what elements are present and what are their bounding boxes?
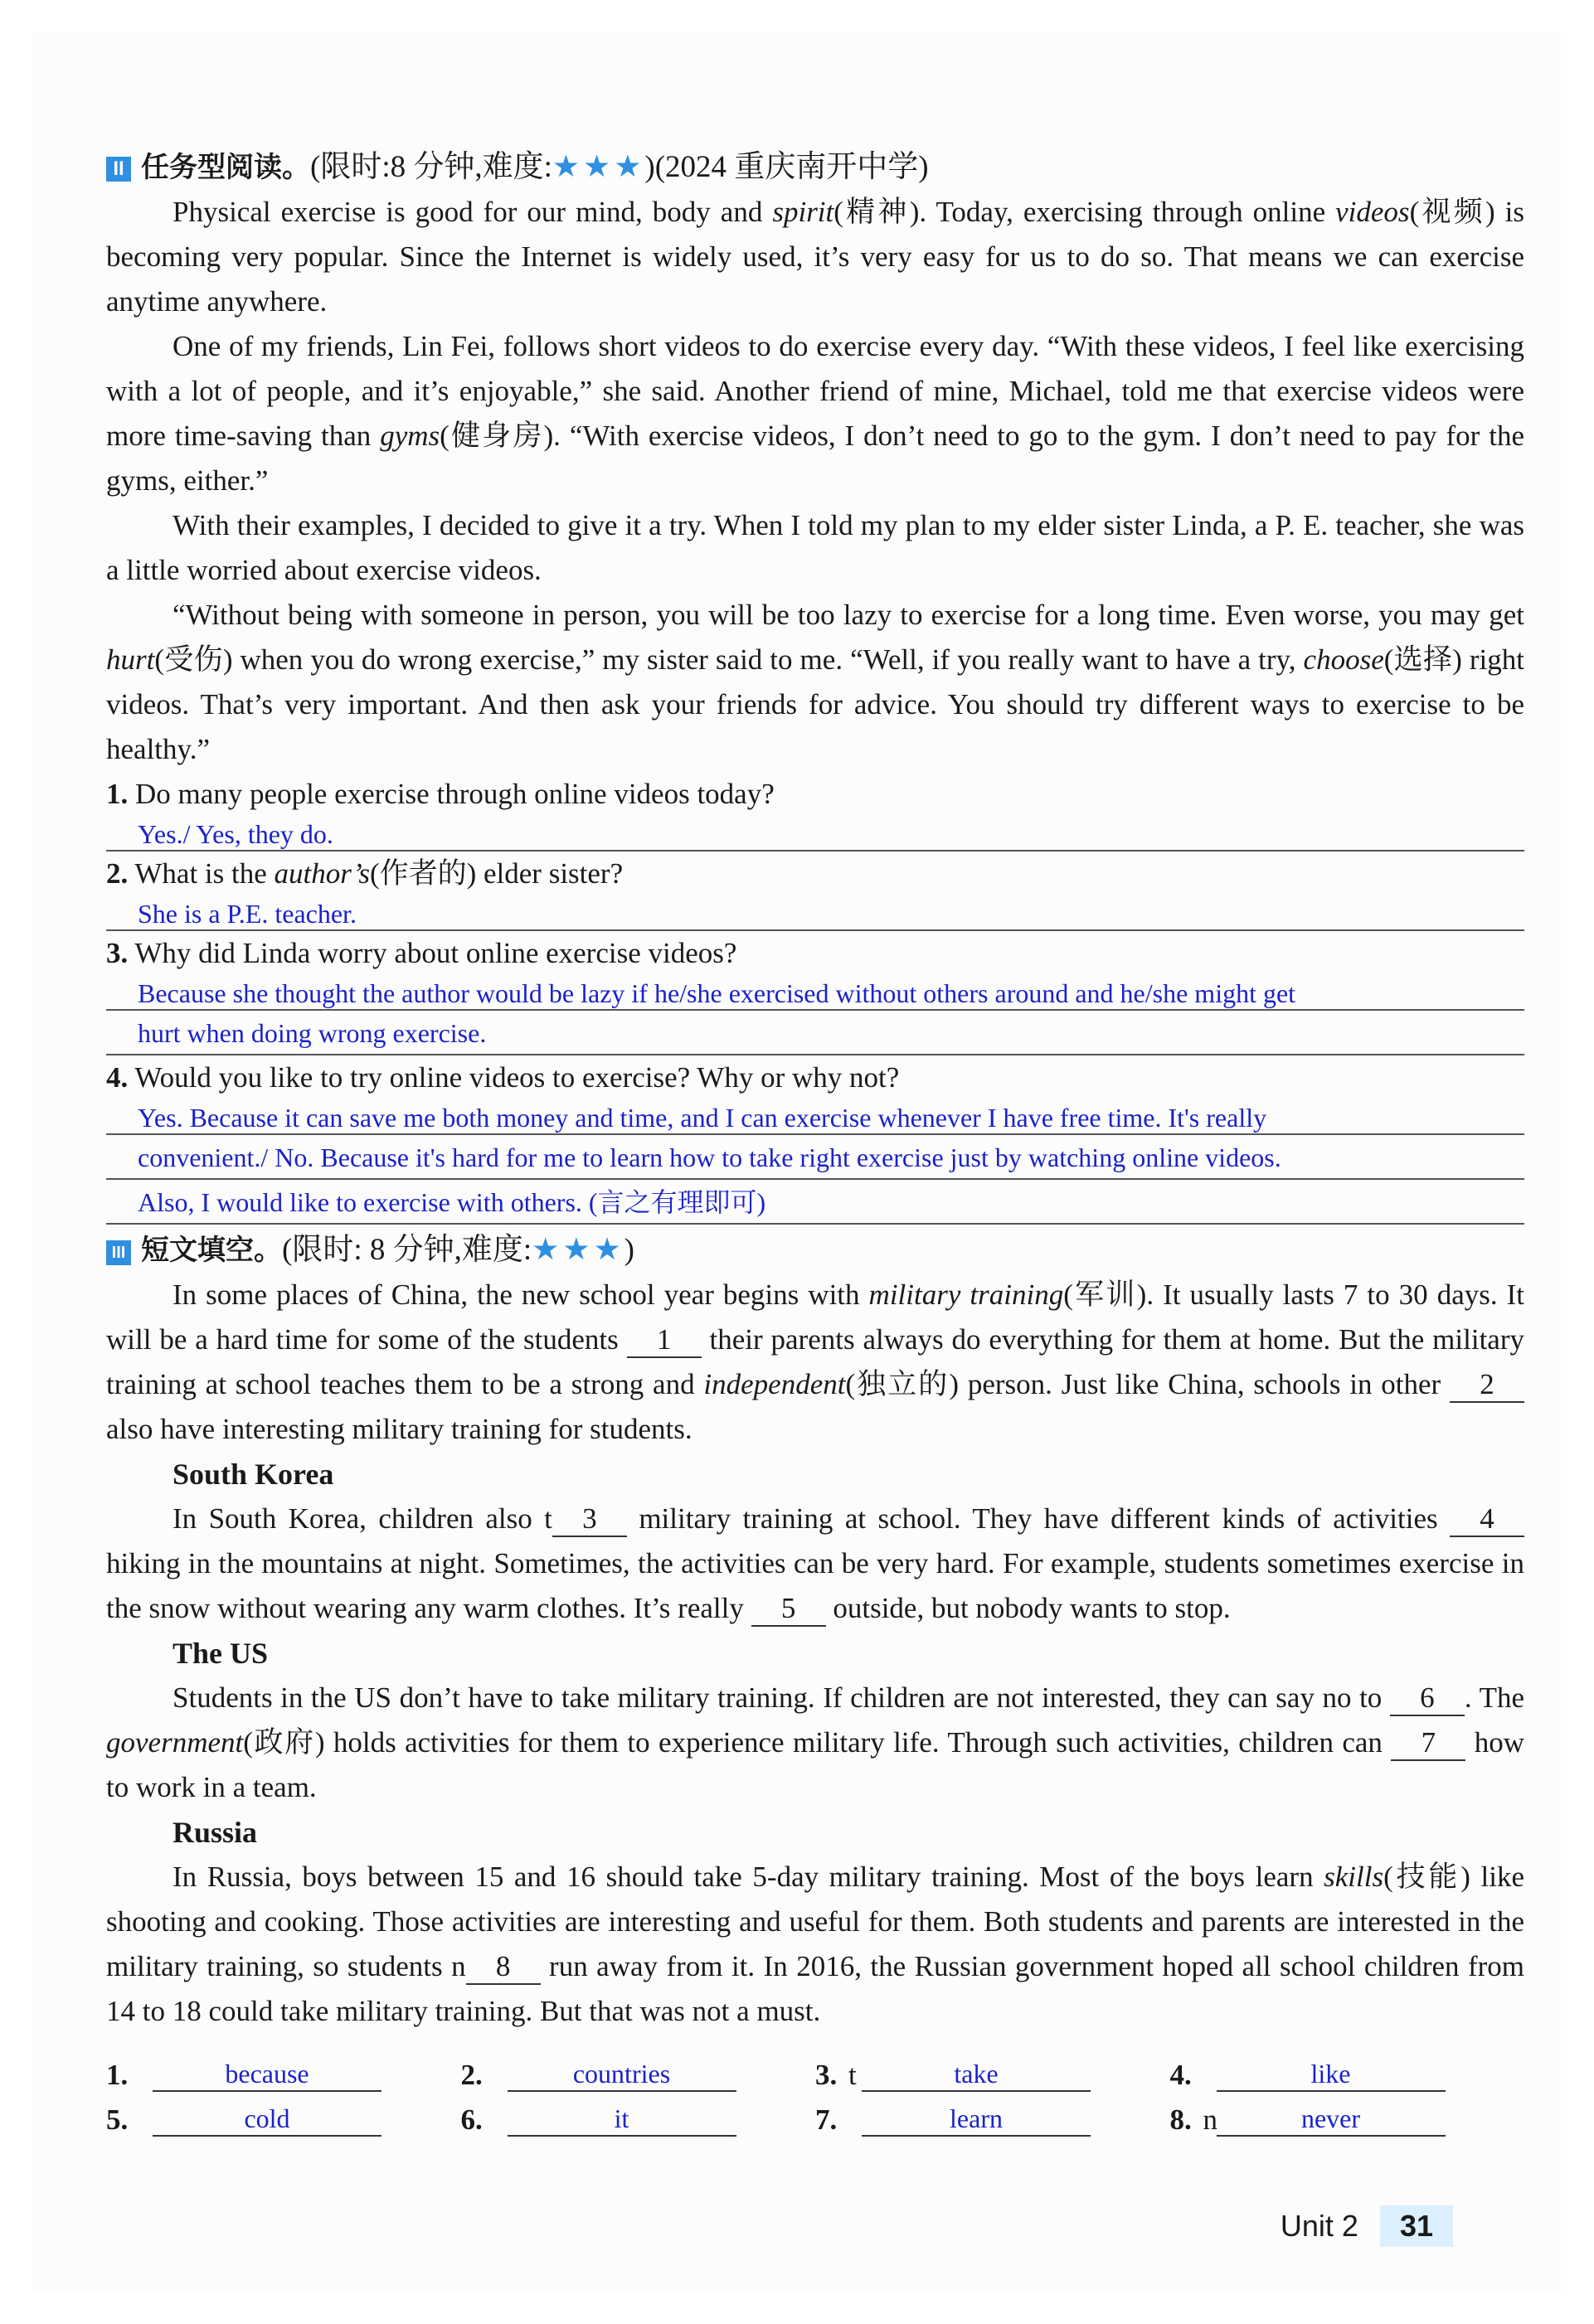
blank-5[interactable]: 5	[751, 1592, 826, 1627]
blank-4[interactable]: 4	[1450, 1502, 1524, 1537]
italic-word: skills	[1324, 1861, 1384, 1893]
passage3-paragraph-4	[106, 1855, 1524, 2034]
answer-line[interactable]: Because she thought the author would be lazy if he/she exercised without others around and he/she might get	[106, 976, 1524, 1011]
difficulty-stars: ★★★	[532, 1233, 624, 1267]
question-text: What is the	[134, 857, 275, 890]
answer-line[interactable]: Yes. Because it can save me both money and time, and I can exercise whenever I have free time. It's really	[106, 1100, 1524, 1135]
question-text: Would you like to try online videos to exercise? Why or why not?	[134, 1061, 900, 1094]
section-3-badge: III	[106, 1240, 131, 1265]
section-3-meta-suffix: )	[624, 1233, 634, 1267]
italic-word: videos	[1335, 196, 1410, 228]
answer-line[interactable]: She is a P.E. teacher.	[106, 896, 1524, 931]
text: run away from it. In 2016, the Russian government hoped all school children from 14 to 18 could take military training. But that was not a must.	[106, 1950, 1524, 2027]
italic-word: military training	[868, 1278, 1064, 1311]
answer-blank[interactable]: like	[1217, 2057, 1446, 2092]
text: outside, but nobody wants to stop.	[825, 1592, 1231, 1624]
answer-number: 4.	[1169, 2059, 1192, 2091]
subheading-russia: Russia	[173, 1816, 258, 1849]
text: (政府) holds activities for them to experience military life. Through such activities, children can	[243, 1726, 1392, 1759]
answer-number: 3.	[815, 2059, 838, 2091]
section-2-meta-prefix: (限时:8 分钟,难度:	[310, 150, 552, 184]
page	[33, 33, 1561, 2291]
question-number: 4.	[106, 1061, 129, 1094]
passage3-paragraph-2	[106, 1497, 1524, 1631]
italic-word: author’s	[274, 857, 370, 890]
italic-word: spirit	[772, 196, 834, 228]
answer-number: 1.	[106, 2059, 129, 2091]
answer-number: 7.	[815, 2103, 838, 2136]
answer-number: 5.	[106, 2103, 129, 2136]
blank-7[interactable]: 7	[1391, 1726, 1465, 1761]
page-footer	[1281, 2205, 1453, 2247]
question-1	[106, 772, 1524, 851]
section-3-title: 短文填空。	[141, 1234, 282, 1267]
passage3-paragraph-3	[106, 1676, 1524, 1810]
blank-2[interactable]: 2	[1450, 1368, 1524, 1403]
passage2-paragraph-3	[106, 503, 1524, 593]
fill-answers	[106, 2047, 1524, 2137]
difficulty-stars: ★★★	[552, 150, 645, 184]
unit-label: Unit 2	[1280, 2209, 1358, 2243]
fill-answer-2	[461, 2047, 816, 2092]
answer-blank[interactable]: it	[508, 2102, 736, 2137]
question-number: 1.	[106, 778, 129, 810]
passage2-paragraph-1	[106, 190, 1524, 324]
fill-answer-5	[106, 2092, 461, 2137]
italic-word: gyms	[380, 420, 440, 452]
question-text: Do many people exercise through online videos today?	[135, 778, 775, 810]
answer-number: 6.	[460, 2103, 483, 2136]
answer-row	[106, 2047, 1524, 2092]
content	[106, 145, 1524, 2137]
answer-line[interactable]: Yes./ Yes, they do.	[106, 817, 1524, 851]
blank-1[interactable]: 1	[627, 1323, 702, 1358]
passage3-paragraph-1	[106, 1273, 1524, 1452]
question-2	[106, 851, 1524, 931]
text: (受伤) when you do wrong exercise,” my sister said to me. “Well, if you really want to have a try,	[154, 643, 1304, 676]
section-2-title: 任务型阅读。	[141, 151, 310, 184]
question-3	[106, 931, 1524, 1055]
italic-word: independent	[703, 1368, 846, 1400]
italic-word: hurt	[106, 643, 155, 676]
answer-prefix: t	[848, 2059, 857, 2091]
subheading-south-korea: South Korea	[173, 1458, 334, 1491]
text: In South Korea, children also t	[173, 1502, 552, 1535]
fill-answer-7	[815, 2092, 1170, 2137]
fill-answer-4	[1170, 2047, 1525, 2092]
text: In Russia, boys between 15 and 16 should take 5-day military training. Most of the boys learn	[173, 1861, 1324, 1893]
italic-word: government	[106, 1726, 244, 1759]
answer-row	[106, 2092, 1524, 2137]
answer-line[interactable]: hurt when doing wrong exercise.	[106, 1011, 1524, 1055]
question-text: (作者的) elder sister?	[369, 857, 624, 890]
subheading-the-us: The US	[173, 1637, 269, 1670]
fill-answer-3	[815, 2047, 1170, 2092]
text: Students in the US don’t have to take military training. If children are not interested, they can say no to	[173, 1681, 1390, 1714]
answer-number: 8.	[1169, 2103, 1192, 2136]
text: . The	[1464, 1681, 1524, 1714]
text: how to work in a team.	[106, 1726, 1524, 1803]
section-2-meta-suffix: )(2024 重庆南开中学)	[644, 150, 929, 184]
text: One of my friends, Lin Fei, follows short videos to do exercise every day. “With these videos, I feel like exercising with a lot of people, and it’s enjoyable,” she said. Another friend of mine, Michael, told me that exercise videos were more time-saving than	[106, 330, 1524, 452]
text: hiking in the mountains at night. Sometimes, the activities can be very hard. For example, students sometimes exercise in the snow without wearing any warm clothes. It’s really	[106, 1547, 1524, 1624]
text: also have interesting military training for students.	[106, 1413, 693, 1445]
text: (健身房). “With exercise videos, I don’t need to go to the gym. I don’t need to pay for the gyms, either.”	[106, 420, 1524, 497]
answer-blank[interactable]: cold	[153, 2102, 381, 2137]
text: “Without being with someone in person, you will be too lazy to exercise for a long time. Even worse, you may get	[173, 599, 1524, 631]
text: (视频) is becoming very popular. Since the Internet is widely used, it’s very easy for us to do so. That means we can exercise anytime anywhere.	[106, 196, 1524, 318]
text: Physical exercise is good for our mind, body and	[173, 196, 773, 228]
text: In some places of China, the new school year begins with	[173, 1278, 869, 1311]
text: (精神). Today, exercising through online	[833, 196, 1336, 228]
fill-answer-6	[461, 2092, 816, 2137]
question-text: Why did Linda worry about online exercise videos?	[134, 937, 737, 969]
section-2-heading	[106, 145, 1524, 190]
passage2-paragraph-2	[106, 324, 1524, 503]
fill-answer-8	[1170, 2092, 1525, 2137]
answer-number: 2.	[460, 2059, 483, 2091]
answer-blank[interactable]: because	[153, 2057, 381, 2092]
answer-line[interactable]: Also, I would like to exercise with others. (言之有理即可)	[106, 1180, 1524, 1225]
answer-blank[interactable]: take	[862, 2057, 1091, 2092]
answer-blank[interactable]: learn	[862, 2102, 1091, 2137]
text: (军训). It usually lasts 7 to 30 days. It will be a hard time for some of the students	[106, 1278, 1524, 1356]
answer-blank[interactable]: countries	[508, 2057, 736, 2092]
blank-3[interactable]: 3	[552, 1502, 627, 1537]
blank-6[interactable]: 6	[1390, 1681, 1465, 1716]
text: military training at school. They have different kinds of activities	[626, 1502, 1451, 1535]
italic-word: choose	[1303, 643, 1384, 676]
fill-answer-1	[106, 2047, 461, 2092]
answer-prefix: n	[1203, 2103, 1217, 2136]
question-number: 3.	[106, 937, 129, 969]
text: (技能) like shooting and cooking. Those activities are interesting and useful for them. Both students and parents are interested in the military training, so students n	[106, 1861, 1524, 1982]
blank-8[interactable]: 8	[466, 1950, 541, 1985]
question-4	[106, 1055, 1524, 1225]
question-number: 2.	[106, 857, 129, 890]
page-number: 31	[1380, 2205, 1453, 2247]
text: their parents always do everything for them at home. But the military training at school teaches them to be a strong and	[106, 1323, 1524, 1400]
answer-blank[interactable]: never	[1217, 2102, 1446, 2137]
text: (选择) right videos. That’s very important. And then ask your friends for advice. You should try different ways to exercise to be healthy.”	[106, 643, 1524, 765]
section-2-badge: II	[106, 157, 131, 182]
section-3-meta-prefix: (限时: 8 分钟,难度:	[282, 1233, 532, 1267]
answer-line[interactable]: convenient./ No. Because it's hard for me to learn how to take right exercise just by watching online videos.	[106, 1135, 1524, 1180]
passage2-paragraph-4	[106, 593, 1524, 772]
section-3-heading	[106, 1228, 1524, 1273]
text: (独立的) person. Just like China, schools in other	[845, 1368, 1451, 1400]
text: With their examples, I decided to give it a try. When I told my plan to my elder sister Linda, a P. E. teacher, she was a little worried about exercise videos.	[106, 509, 1524, 586]
